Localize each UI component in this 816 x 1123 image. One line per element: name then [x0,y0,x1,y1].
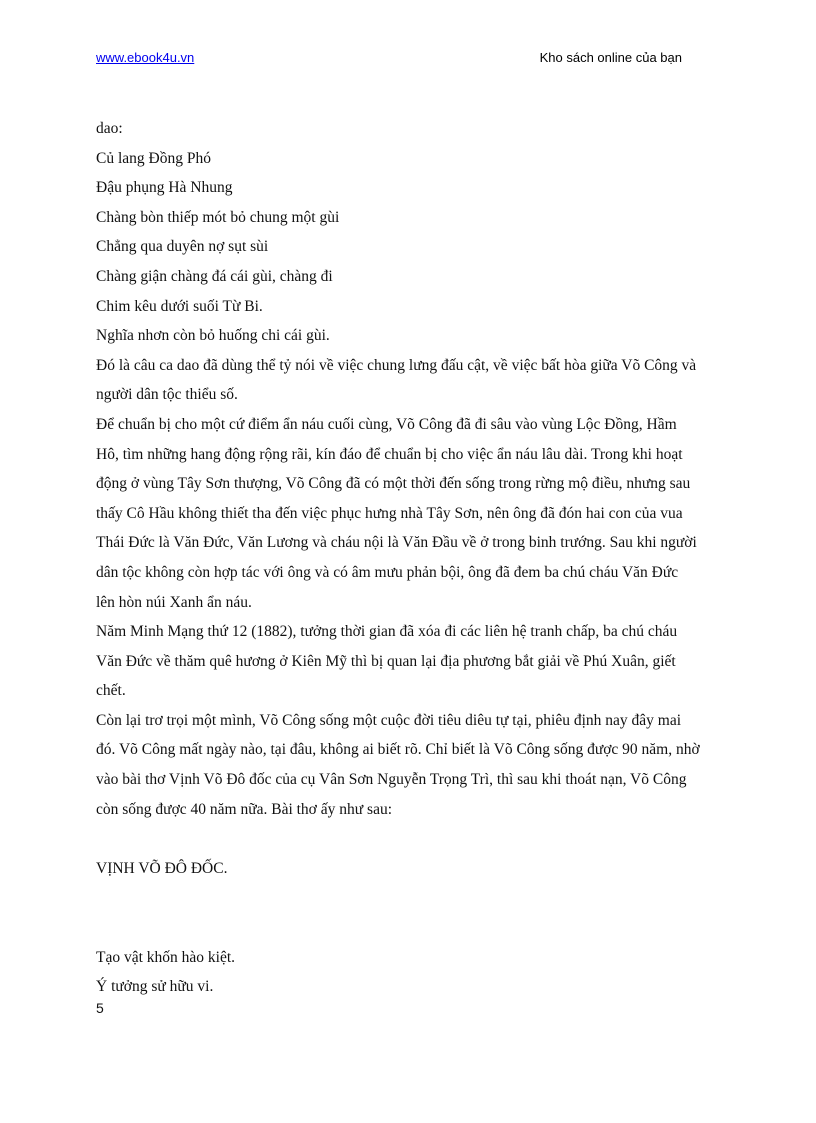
text-line: Chàng giận chàng đá cái gùi, chàng đi [96,267,333,285]
page-number: 5 [96,1000,104,1016]
poem-title: VỊNH VÕ ĐÔ ĐỐC. [96,859,228,877]
text-line: Năm Minh Mạng thứ 12 (1882), tưởng thời gian đã xóa đi các liên hệ tranh chấp, ba chú cháu [96,623,678,641]
text-line: Chẳng qua duyên nợ sụt sùi [96,238,269,256]
text-line: người dân tộc thiểu số. [96,386,238,404]
site-link[interactable]: www.ebook4u.vn [96,50,195,65]
text-line: Để chuẩn bị cho một cứ điểm ẩn náu cuối cùng, Võ Công đã đi sâu vào vùng Lộc Đồng, Hầm [96,415,677,433]
text-line: Văn Đức về thăm quê hương ở Kiên Mỹ thì bị quan lại địa phương bắt giải về Phú Xuân, giết [96,652,676,670]
paragraph-gap [96,883,726,913]
text-line: dân tộc không còn hợp tác với ông và có âm mưu phản bội, ông đã đem ba chú cháu Văn Đức [96,563,679,581]
header-tagline: Kho sách online của bạn [539,50,682,65]
text-line: Đậu phụng Hà Nhung [96,179,233,197]
text-line: Thái Đức là Văn Đức, Văn Lương và cháu nội là Văn Đầu về ở trong binh trướng. Sau khi người [96,534,697,552]
text-line: còn sống được 40 năm nữa. Bài thơ ấy như sau: [96,800,393,818]
text-line: Củ lang Đồng Phó [96,149,211,167]
text-line: dao: [96,120,123,137]
text-line: thấy Cô Hầu không thiết tha đến việc phục hưng nhà Tây Sơn, nên ông đã đón hai con của vua [96,504,683,522]
text-line: lên hòn núi Xanh ẩn náu. [96,593,252,611]
text-line: Còn lại trơ trọi một mình, Võ Công sống một cuộc đời tiêu diêu tự tại, phiêu định nay đây mai [96,711,682,729]
text-line: chết. [96,682,126,700]
text-line: vào bài thơ Vịnh Võ Đô đốc của cụ Vân Sơn Nguyễn Trọng Trì, thì sau khi thoát nạn, Võ Công [96,771,687,789]
poem-line: Ý tưởng sử hữu vi. [96,978,214,996]
document-body [96,114,726,1002]
text-line: Nghĩa nhơn còn bỏ huống chi cái gùi. [96,327,330,345]
text-line: đó. Võ Công mất ngày nào, tại đâu, không ai biết rõ. Chỉ biết là Võ Công sống được 90 năm, nhờ [96,741,700,759]
text-line: Đó là câu ca dao đã dùng thể tỷ nói về việc chung lưng đấu cật, về việc bất hòa giữa Võ Công và [96,356,697,374]
paragraph-gap [96,913,726,943]
text-line: Chim kêu dưới suối Từ Bi. [96,297,263,315]
text-line: Hô, tìm những hang động rộng rãi, kín đáo để chuẩn bị cho việc ẩn náu lâu dài. Trong khi hoạt [96,445,683,463]
poem-line: Tạo vật khốn hào kiệt. [96,948,236,966]
paragraph-gap [96,824,726,854]
text-line: động ở vùng Tây Sơn thượng, Võ Công đã có một thời đến sống trong rừng mộ điều, nhưng sau [96,475,691,493]
page-header [96,50,682,72]
text-line: Chàng bòn thiếp mót bỏ chung một gùi [96,208,340,226]
